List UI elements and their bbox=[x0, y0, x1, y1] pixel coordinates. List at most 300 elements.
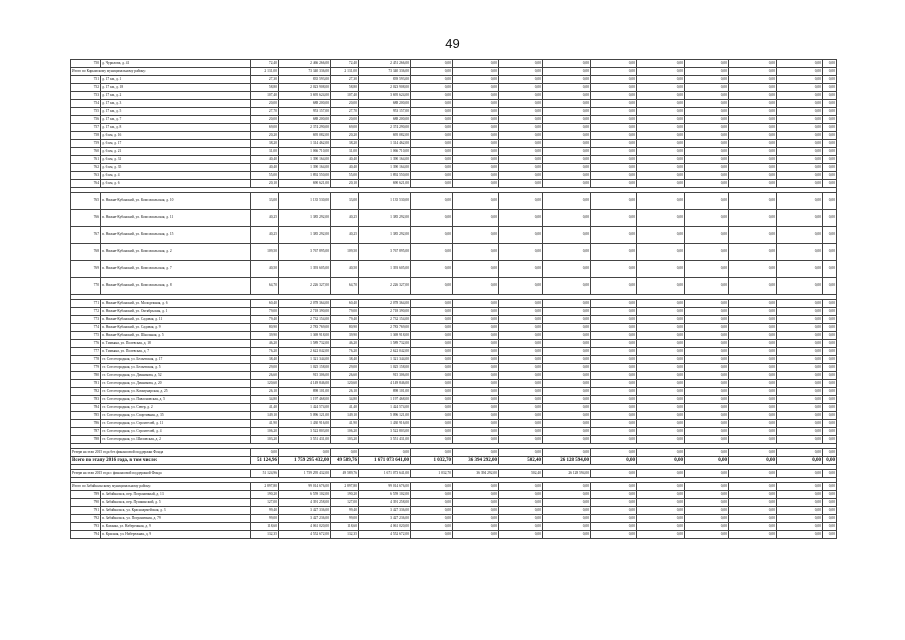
value-cell: 0,00 bbox=[591, 404, 637, 412]
table-row bbox=[71, 308, 837, 316]
value-cell: 0,00 bbox=[823, 76, 837, 84]
value-cell: 2 078 364,00 bbox=[359, 300, 411, 308]
value-cell: 0,00 bbox=[777, 76, 823, 84]
value-cell: 127,00 bbox=[251, 499, 279, 507]
value-cell: 0,00 bbox=[777, 193, 823, 210]
row-number: 788 bbox=[71, 436, 101, 444]
value-cell: 0,00 bbox=[823, 92, 837, 100]
value-cell: 688 200,00 bbox=[359, 100, 411, 108]
value-cell: 0,00 bbox=[411, 388, 453, 396]
row-number: 791 bbox=[71, 507, 101, 515]
value-cell: 0,00 bbox=[823, 507, 837, 515]
row-number: 776 bbox=[71, 340, 101, 348]
table-row bbox=[71, 116, 837, 124]
value-cell: 0,00 bbox=[453, 68, 499, 76]
value-cell: 0,00 bbox=[411, 308, 453, 316]
value-cell: 0,00 bbox=[729, 428, 777, 436]
value-cell: 0,00 bbox=[637, 148, 685, 156]
value-cell: 0,00 bbox=[499, 244, 543, 261]
value-cell: 0,00 bbox=[543, 100, 591, 108]
value-cell: 1 892 550,00 bbox=[279, 172, 331, 180]
row-number: 773 bbox=[71, 316, 101, 324]
value-cell: 0,00 bbox=[729, 84, 777, 92]
value-cell: 898 101,00 bbox=[279, 388, 331, 396]
value-cell: 49 589,76 bbox=[331, 457, 359, 465]
value-cell: 0,00 bbox=[543, 449, 591, 457]
value-cell: 0,00 bbox=[685, 140, 729, 148]
value-cell: 2 226 327,00 bbox=[359, 278, 411, 295]
value-cell: 695 082,00 bbox=[359, 132, 411, 140]
row-number: 769 bbox=[71, 261, 101, 278]
row-number: 786 bbox=[71, 420, 101, 428]
value-cell: 0,00 bbox=[453, 244, 499, 261]
value-cell: 0,00 bbox=[453, 356, 499, 364]
value-cell: 0,00 bbox=[777, 210, 823, 227]
value-cell: 0,00 bbox=[453, 332, 499, 340]
value-cell: 0,00 bbox=[411, 193, 453, 210]
value-cell: 0,00 bbox=[637, 483, 685, 491]
table-row bbox=[71, 356, 837, 364]
value-cell: 0,00 bbox=[729, 364, 777, 372]
value-cell: 0,00 bbox=[453, 523, 499, 531]
value-cell: 0,00 bbox=[777, 132, 823, 140]
table-row bbox=[71, 261, 837, 278]
value-cell: 0,00 bbox=[543, 300, 591, 308]
value-cell: 0,00 bbox=[685, 428, 729, 436]
value-cell: 0,00 bbox=[823, 180, 837, 188]
value-cell: 695 082,00 bbox=[279, 132, 331, 140]
value-cell: 79,00 bbox=[251, 308, 279, 316]
value-cell: 0,00 bbox=[685, 164, 729, 172]
value-cell: 69,00 bbox=[331, 124, 359, 132]
summary-row bbox=[71, 483, 837, 491]
row-number: 756 bbox=[71, 116, 101, 124]
value-cell: 0,00 bbox=[499, 148, 543, 156]
address-cell: п. Нижне-Кубанский, ул. Школьная, д. 5 bbox=[101, 332, 251, 340]
value-cell: 0,00 bbox=[543, 420, 591, 428]
value-cell: 0,00 bbox=[637, 396, 685, 404]
value-cell: 0,00 bbox=[729, 180, 777, 188]
value-cell: 0,00 bbox=[499, 308, 543, 316]
value-cell: 0,00 bbox=[591, 278, 637, 295]
value-cell: 0,00 bbox=[685, 156, 729, 164]
table-row bbox=[71, 404, 837, 412]
row-number: 767 bbox=[71, 227, 101, 244]
address-cell: п. Красная, ул. Набережная, д. 9 bbox=[101, 531, 251, 539]
value-cell: 0,00 bbox=[685, 116, 729, 124]
table-row bbox=[71, 210, 837, 227]
value-cell: 1 671 073 641,00 bbox=[359, 457, 411, 465]
value-cell: 0,00 bbox=[729, 68, 777, 76]
table-row bbox=[71, 108, 837, 116]
value-cell: 0,00 bbox=[729, 380, 777, 388]
value-cell: 0,00 bbox=[543, 60, 591, 68]
value-cell: 1 314 462,00 bbox=[279, 140, 331, 148]
address-cell: п. Нижне-Кубанский, ул. Комсомольская, д. 7 bbox=[101, 261, 251, 278]
value-cell: 1 393 605,00 bbox=[359, 261, 411, 278]
value-cell: 0,00 bbox=[637, 84, 685, 92]
value-cell: 40,50 bbox=[331, 261, 359, 278]
value-cell: 0,00 bbox=[685, 172, 729, 180]
value-cell: 0,00 bbox=[729, 227, 777, 244]
value-cell: 0,00 bbox=[499, 172, 543, 180]
value-cell: 0,00 bbox=[685, 60, 729, 68]
value-cell: 0,00 bbox=[823, 372, 837, 380]
value-cell: 36 394 292,00 bbox=[453, 457, 499, 465]
value-cell: 0,00 bbox=[637, 278, 685, 295]
table-row bbox=[71, 412, 837, 420]
value-cell: 0,00 bbox=[777, 324, 823, 332]
value-cell: 0,00 bbox=[685, 499, 729, 507]
value-cell: 0,00 bbox=[411, 108, 453, 116]
value-cell: 0,00 bbox=[685, 244, 729, 261]
value-cell: 0,00 bbox=[411, 436, 453, 444]
value-cell: 0,00 bbox=[591, 308, 637, 316]
value-cell: 2 783 769,00 bbox=[359, 324, 411, 332]
value-cell: 0,00 bbox=[777, 172, 823, 180]
value-cell: 0,00 bbox=[777, 404, 823, 412]
value-cell: 0,00 bbox=[637, 140, 685, 148]
value-cell: 106,20 bbox=[251, 428, 279, 436]
value-cell: 0,00 bbox=[729, 531, 777, 539]
value-cell: 0,00 bbox=[453, 140, 499, 148]
value-cell: 0,00 bbox=[411, 372, 453, 380]
value-cell: 0,00 bbox=[591, 499, 637, 507]
value-cell: 0,00 bbox=[637, 515, 685, 523]
value-cell: 0,00 bbox=[499, 140, 543, 148]
value-cell: 0,00 bbox=[543, 491, 591, 499]
value-cell: 60,40 bbox=[331, 300, 359, 308]
address-cell: д. 17 км, д. 8 bbox=[101, 124, 251, 132]
value-cell: 0,00 bbox=[729, 261, 777, 278]
address-cell: д. 6 км, д. 31 bbox=[101, 156, 251, 164]
value-cell: 0,00 bbox=[823, 124, 837, 132]
value-cell: 0,00 bbox=[411, 348, 453, 356]
value-cell: 0,00 bbox=[453, 227, 499, 244]
value-cell: 2 783 769,00 bbox=[279, 324, 331, 332]
row-number: 787 bbox=[71, 428, 101, 436]
value-cell: 0,00 bbox=[729, 132, 777, 140]
value-cell: 39,90 bbox=[251, 332, 279, 340]
value-cell: 0,00 bbox=[411, 316, 453, 324]
value-cell: 0,00 bbox=[777, 491, 823, 499]
value-cell: 0,00 bbox=[499, 76, 543, 84]
value-cell: 0,00 bbox=[359, 449, 411, 457]
value-cell: 0,00 bbox=[823, 515, 837, 523]
value-cell: 0,00 bbox=[637, 172, 685, 180]
value-cell: 0,00 bbox=[453, 180, 499, 188]
row-number: 794 bbox=[71, 531, 101, 539]
value-cell: 0,00 bbox=[823, 523, 837, 531]
value-cell: 26,60 bbox=[331, 372, 359, 380]
value-cell: 190,20 bbox=[331, 491, 359, 499]
value-cell: 0,00 bbox=[823, 412, 837, 420]
value-cell: 1 759 295 432,00 bbox=[279, 457, 331, 465]
value-cell: 1 135 530,00 bbox=[279, 193, 331, 210]
value-cell: 0,00 bbox=[411, 172, 453, 180]
address-cell: ст. Сотсегородная, ул. Север, д. 2 bbox=[101, 404, 251, 412]
table-row bbox=[71, 84, 837, 92]
value-cell: 40,25 bbox=[331, 210, 359, 227]
value-cell: 0,00 bbox=[499, 428, 543, 436]
value-cell: 1 892 550,00 bbox=[359, 172, 411, 180]
value-cell: 0,00 bbox=[591, 340, 637, 348]
value-cell: 40,40 bbox=[331, 156, 359, 164]
value-cell: 0,00 bbox=[729, 470, 777, 478]
value-cell: 0,00 bbox=[591, 68, 637, 76]
value-cell: 2 622 042,00 bbox=[359, 348, 411, 356]
value-cell: 0,00 bbox=[499, 449, 543, 457]
value-cell: 0,00 bbox=[543, 428, 591, 436]
value-cell: 0,00 bbox=[823, 244, 837, 261]
row-number: 789 bbox=[71, 491, 101, 499]
value-cell: 0,00 bbox=[637, 193, 685, 210]
value-cell: 0,00 bbox=[777, 380, 823, 388]
value-cell: 0,00 bbox=[777, 108, 823, 116]
value-cell: 38,40 bbox=[331, 356, 359, 364]
value-cell: 99,00 bbox=[251, 515, 279, 523]
value-cell: 1 390 164,00 bbox=[359, 164, 411, 172]
value-cell: 0,00 bbox=[411, 507, 453, 515]
value-cell: 0,00 bbox=[685, 507, 729, 515]
value-cell: 0,00 bbox=[453, 420, 499, 428]
value-cell: 0,00 bbox=[591, 356, 637, 364]
value-cell: 0,00 bbox=[543, 340, 591, 348]
value-cell: 898 101,00 bbox=[359, 388, 411, 396]
table-row bbox=[71, 227, 837, 244]
value-cell: 0,00 bbox=[411, 380, 453, 388]
value-cell: 0,00 bbox=[823, 404, 837, 412]
value-cell: 41,90 bbox=[331, 420, 359, 428]
value-cell: 60,40 bbox=[251, 300, 279, 308]
value-cell: 3 551 431,00 bbox=[279, 436, 331, 444]
value-cell: 0,00 bbox=[499, 324, 543, 332]
value-cell: 0,00 bbox=[591, 380, 637, 388]
value-cell: 0,00 bbox=[591, 324, 637, 332]
row-number: 765 bbox=[71, 193, 101, 210]
value-cell: 79,40 bbox=[331, 316, 359, 324]
value-cell: 0,00 bbox=[729, 300, 777, 308]
row-number: 780 bbox=[71, 372, 101, 380]
value-cell: 688 200,00 bbox=[359, 116, 411, 124]
value-cell: 0,00 bbox=[637, 76, 685, 84]
value-cell: 0,00 bbox=[637, 132, 685, 140]
value-cell: 0,00 bbox=[543, 372, 591, 380]
address-cell: д. 6 км, д. 35 bbox=[101, 164, 251, 172]
value-cell: 0,00 bbox=[591, 364, 637, 372]
value-cell: 1 393 605,00 bbox=[279, 261, 331, 278]
value-cell: 0,00 bbox=[729, 244, 777, 261]
value-cell: 0,00 bbox=[685, 124, 729, 132]
value-cell: 0,00 bbox=[729, 172, 777, 180]
value-cell: 20,00 bbox=[331, 100, 359, 108]
value-cell: 0,00 bbox=[777, 316, 823, 324]
value-cell: 0,00 bbox=[637, 68, 685, 76]
value-cell: 0,00 bbox=[685, 531, 729, 539]
value-cell: 0,00 bbox=[823, 420, 837, 428]
value-cell: 34,80 bbox=[251, 396, 279, 404]
stage-total-label: Всего по этапу 2016 года, в том числе: bbox=[71, 457, 251, 465]
value-cell: 0,00 bbox=[685, 470, 729, 478]
value-cell: 0,00 bbox=[411, 60, 453, 68]
value-cell: 0,00 bbox=[777, 227, 823, 244]
value-cell: 2 023 908,00 bbox=[359, 84, 411, 92]
value-cell: 0,00 bbox=[543, 172, 591, 180]
value-cell: 0,00 bbox=[591, 470, 637, 478]
row-number: 758 bbox=[71, 132, 101, 140]
value-cell: 41,40 bbox=[331, 404, 359, 412]
table-row bbox=[71, 348, 837, 356]
value-cell: 4 552 672,00 bbox=[279, 531, 331, 539]
value-cell: 0,00 bbox=[411, 132, 453, 140]
value-cell: 0,00 bbox=[777, 60, 823, 68]
value-cell: 0,00 bbox=[823, 193, 837, 210]
housing-program-table bbox=[70, 59, 837, 539]
value-cell: 0,00 bbox=[453, 348, 499, 356]
table-row bbox=[71, 300, 837, 308]
value-cell: 0,00 bbox=[499, 380, 543, 388]
value-cell: 0,00 bbox=[685, 523, 729, 531]
value-cell: 0,00 bbox=[453, 364, 499, 372]
value-cell: 0,00 bbox=[499, 108, 543, 116]
value-cell: 0,00 bbox=[543, 210, 591, 227]
value-cell: 1 369 918,00 bbox=[359, 332, 411, 340]
value-cell: 0,00 bbox=[453, 84, 499, 92]
value-cell: 0,00 bbox=[777, 388, 823, 396]
value-cell: 0,00 bbox=[499, 84, 543, 92]
value-cell: 2 466 266,00 bbox=[279, 60, 331, 68]
address-cell: д. 17 км, д. 1 bbox=[101, 76, 251, 84]
table-row bbox=[71, 388, 837, 396]
value-cell: 0,00 bbox=[499, 60, 543, 68]
value-cell: 0,00 bbox=[729, 124, 777, 132]
value-cell: 0,00 bbox=[823, 308, 837, 316]
value-cell: 0,00 bbox=[823, 483, 837, 491]
value-cell: 0,00 bbox=[499, 193, 543, 210]
value-cell: 0,00 bbox=[251, 449, 279, 457]
value-cell: 1 032,70 bbox=[411, 457, 453, 465]
value-cell: 0,00 bbox=[411, 68, 453, 76]
value-cell: 4 391 258,00 bbox=[279, 499, 331, 507]
value-cell: 0,00 bbox=[729, 372, 777, 380]
value-cell: 0,00 bbox=[777, 364, 823, 372]
value-cell: 58,80 bbox=[251, 84, 279, 92]
value-cell: 0,00 bbox=[729, 396, 777, 404]
value-cell: 2 622 042,00 bbox=[279, 348, 331, 356]
value-cell: 0,00 bbox=[411, 491, 453, 499]
value-cell: 0,00 bbox=[591, 116, 637, 124]
value-cell: 0,00 bbox=[685, 412, 729, 420]
value-cell: 0,00 bbox=[499, 100, 543, 108]
value-cell: 4 061 020,00 bbox=[279, 523, 331, 531]
value-cell: 0,00 bbox=[591, 261, 637, 278]
value-cell: 0,00 bbox=[499, 180, 543, 188]
value-cell: 79,00 bbox=[331, 308, 359, 316]
value-cell: 0,00 bbox=[543, 531, 591, 539]
value-cell: 0,00 bbox=[637, 499, 685, 507]
value-cell: 0,00 bbox=[823, 348, 837, 356]
value-cell: 2 897,80 bbox=[331, 483, 359, 491]
value-cell: 0,00 bbox=[453, 483, 499, 491]
value-cell: 132,35 bbox=[251, 531, 279, 539]
value-cell: 0,00 bbox=[823, 340, 837, 348]
value-cell: 0,00 bbox=[685, 261, 729, 278]
value-cell: 99,00 bbox=[331, 515, 359, 523]
value-cell: 29,00 bbox=[251, 364, 279, 372]
value-cell: 106,20 bbox=[331, 428, 359, 436]
value-cell: 73 340 336,00 bbox=[279, 68, 331, 76]
value-cell: 0,00 bbox=[637, 300, 685, 308]
value-cell: 27,70 bbox=[331, 108, 359, 116]
value-cell: 0,00 bbox=[543, 483, 591, 491]
value-cell: 31,00 bbox=[251, 148, 279, 156]
value-cell: 0,00 bbox=[637, 332, 685, 340]
value-cell: 20,10 bbox=[331, 180, 359, 188]
value-cell: 3 767 895,00 bbox=[359, 244, 411, 261]
value-cell: 0,00 bbox=[453, 172, 499, 180]
value-cell: 2 374 290,00 bbox=[359, 124, 411, 132]
value-cell: 0,00 bbox=[823, 156, 837, 164]
value-cell: 40,40 bbox=[251, 156, 279, 164]
value-cell: 0,00 bbox=[637, 388, 685, 396]
table-row bbox=[71, 92, 837, 100]
value-cell: 1 321 344,00 bbox=[359, 356, 411, 364]
value-cell: 0,00 bbox=[411, 244, 453, 261]
value-cell: 0,00 bbox=[823, 499, 837, 507]
value-cell: 0,00 bbox=[823, 449, 837, 457]
value-cell: 0,00 bbox=[637, 227, 685, 244]
value-cell: 0,00 bbox=[637, 60, 685, 68]
value-cell: 0,00 bbox=[411, 140, 453, 148]
value-cell: 27,30 bbox=[251, 76, 279, 84]
row-number: 753 bbox=[71, 92, 101, 100]
value-cell: 0,00 bbox=[591, 84, 637, 92]
value-cell: 0,00 bbox=[685, 108, 729, 116]
value-cell: 0,00 bbox=[543, 261, 591, 278]
value-cell: 107,40 bbox=[251, 92, 279, 100]
table-row bbox=[71, 324, 837, 332]
table-row bbox=[71, 140, 837, 148]
value-cell: 0,00 bbox=[777, 140, 823, 148]
section-label: Итого по Забайкальскому муниципальному району: bbox=[71, 483, 251, 491]
value-cell: 2 732 154,00 bbox=[279, 316, 331, 324]
value-cell: 0,00 bbox=[453, 515, 499, 523]
value-cell: 0,00 bbox=[591, 507, 637, 515]
value-cell: 2 897,80 bbox=[251, 483, 279, 491]
value-cell: 0,00 bbox=[411, 261, 453, 278]
value-cell: 0,00 bbox=[685, 457, 729, 465]
value-cell: 0,00 bbox=[453, 108, 499, 116]
value-cell: 0,00 bbox=[453, 324, 499, 332]
value-cell: 502,40 bbox=[499, 470, 543, 478]
value-cell: 0,00 bbox=[637, 308, 685, 316]
value-cell: 1 314 462,00 bbox=[359, 140, 411, 148]
value-cell: 0,00 bbox=[823, 278, 837, 295]
value-cell: 0,00 bbox=[543, 156, 591, 164]
value-cell: 0,00 bbox=[685, 436, 729, 444]
value-cell: 0,00 bbox=[543, 404, 591, 412]
value-cell: 20,00 bbox=[331, 116, 359, 124]
value-cell: 0,00 bbox=[637, 180, 685, 188]
value-cell: 72,40 bbox=[251, 60, 279, 68]
value-cell: 0,00 bbox=[729, 193, 777, 210]
value-cell: 0,00 bbox=[777, 470, 823, 478]
address-cell: п. Нижне-Кубанский, ул. Садовая, д. 9 bbox=[101, 324, 251, 332]
value-cell: 107,40 bbox=[331, 92, 359, 100]
address-cell: п. Нижне-Кубанский, ул. Комсомольская, д. 2 bbox=[101, 244, 251, 261]
address-cell: д. Чурилова, д. 41 bbox=[101, 60, 251, 68]
value-cell: 0,00 bbox=[777, 457, 823, 465]
